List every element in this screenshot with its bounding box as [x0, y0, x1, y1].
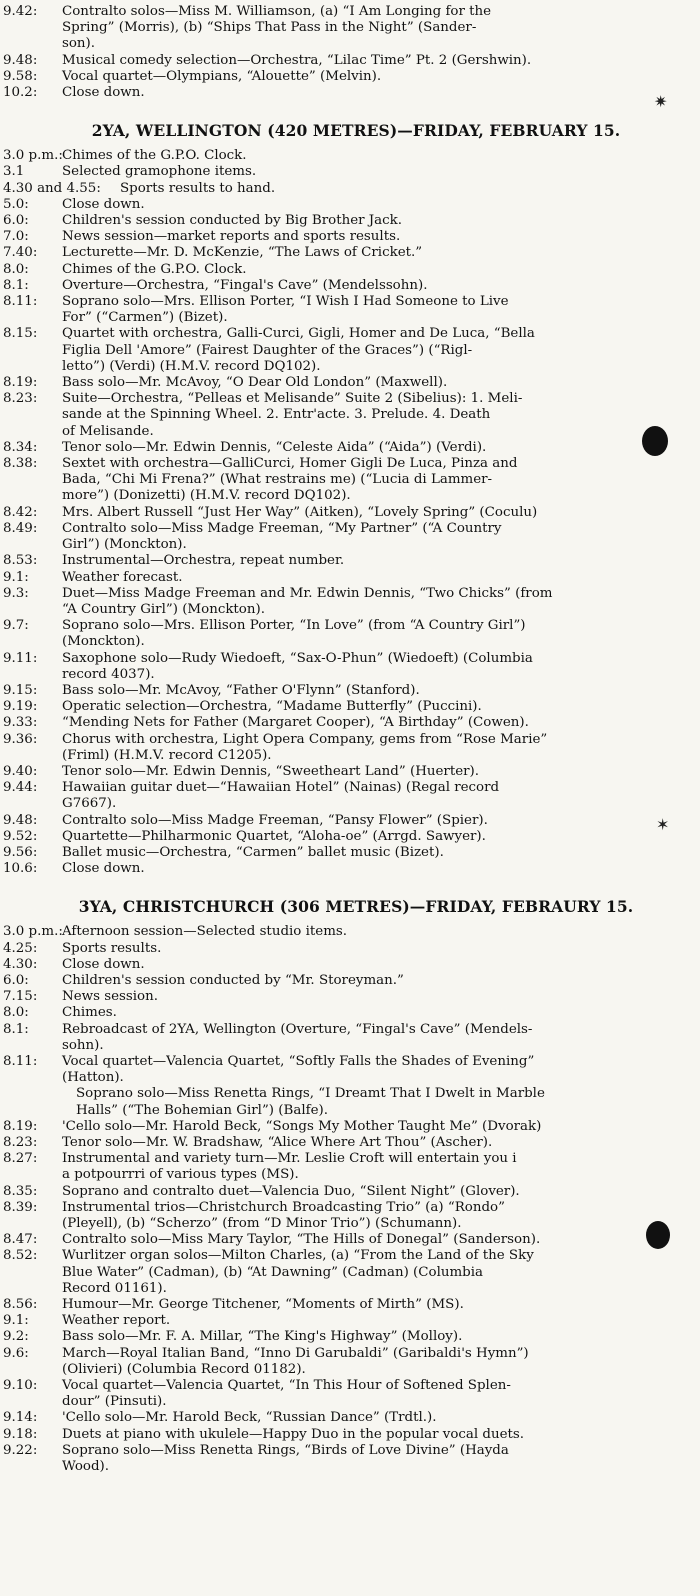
- entry-time: 9.7:: [3, 618, 29, 634]
- entry-time: 8.11:: [3, 294, 38, 310]
- program-list-3ya: [0, 924, 700, 1475]
- entry-text: Close down.: [62, 85, 145, 101]
- program-entry: [0, 85, 700, 101]
- entry-text: Close down.: [62, 861, 145, 877]
- program-entry: [0, 456, 700, 505]
- entry-time: 8.42:: [3, 504, 38, 520]
- entry-text: Children's session conducted by “Mr. Storeyman.”: [62, 972, 404, 988]
- program-entry: [0, 1346, 700, 1378]
- entry-text-continued: son).: [62, 36, 96, 52]
- entry-time: 9.15:: [3, 682, 38, 698]
- entry-text-continued: G7667).: [62, 796, 117, 812]
- program-entry: [0, 715, 700, 731]
- entry-time: 8.47:: [3, 1232, 38, 1248]
- program-entry: [0, 764, 700, 780]
- entry-text: Rebroadcast of 2YA, Wellington (Overture, “Fingal's Cave” (Mendels-: [62, 1021, 533, 1037]
- program-entry: [0, 1378, 700, 1410]
- section-heading-3ya: 3YA, CHRISTCHURCH (306 METRES)—FRIDAY, FEBRAURY 15.: [78, 897, 634, 917]
- section-2ya-wellington: [0, 122, 700, 877]
- entry-text: Contralto solo—Miss Madge Freeman, “My Partner” (“A Country: [62, 520, 502, 536]
- entry-time: 4.30:: [3, 956, 38, 972]
- entry-time: 3.0 p.m.:: [3, 148, 63, 164]
- entry-text-continued: “A Country Girl”) (Monckton).: [62, 601, 265, 617]
- entry-text: Soprano solo—Mrs. Ellison Porter, “I Wish I Had Someone to Live: [62, 294, 509, 310]
- entry-text: Vocal quartet—Valencia Quartet, “Softly Falls the Shades of Evening”: [62, 1053, 535, 1069]
- program-entry: [0, 197, 700, 213]
- entry-text-continued: Record 01161).: [62, 1280, 167, 1296]
- entry-text: Afternoon session—Selected studio items.: [62, 924, 348, 940]
- program-entry: [0, 53, 700, 69]
- program-entry: [0, 1443, 700, 1475]
- program-list-2ya: [0, 148, 700, 877]
- program-entry: [0, 618, 700, 650]
- entry-time: 6.0:: [3, 213, 29, 229]
- entry-text: Operatic selection—Orchestra, “Madame Butterfly” (Puccini).: [62, 699, 482, 715]
- program-entry: [0, 957, 700, 973]
- entry-text-continued: of Melisande.: [62, 423, 154, 439]
- entry-time: 8.0:: [3, 261, 29, 277]
- entry-text: Saxophone solo—Rudy Wiedoeft, “Sax-O-Phun” (Wiedoeft) (Columbia: [62, 650, 533, 666]
- entry-text: Mrs. Albert Russell “Just Her Way” (Aitken), “Lovely Spring” (Coculu): [62, 504, 538, 520]
- entry-text: Vocal quartet—Valencia Quartet, “In This Hour of Softened Splen-: [62, 1378, 511, 1394]
- entry-text: Bass solo—Mr. McAvoy, “Father O'Flynn” (Stanford).: [62, 682, 420, 698]
- entry-time: 8.39:: [3, 1199, 38, 1215]
- entry-text-continued: Halls” (“The Bohemian Girl”) (Balfe).: [76, 1102, 328, 1118]
- program-entry: [0, 245, 700, 261]
- entry-text: Instrumental trios—Christchurch Broadcasting Trio” (a) “Rondo”: [62, 1199, 505, 1215]
- entry-text: Quartet with orchestra, Galli-Curci, Gigli, Homer and De Luca, “Bella: [62, 326, 535, 342]
- entry-text-continued: Wood).: [62, 1459, 110, 1475]
- program-entry: [0, 1184, 700, 1200]
- program-entry: [0, 1248, 700, 1297]
- section-3ya-christchurch: [0, 898, 700, 1475]
- entry-time: 7.0:: [3, 229, 29, 245]
- program-entry: [0, 148, 700, 164]
- entry-text: Chimes of the G.P.O. Clock.: [62, 261, 247, 277]
- entry-text: Wurlitzer organ solos—Milton Charles, (a) “From the Land of the Sky: [62, 1248, 534, 1264]
- entry-text-continued: record 4037).: [62, 666, 155, 682]
- program-entry: [0, 1086, 700, 1118]
- entry-text: Quartette—Philharmonic Quartet, “Aloha-oe” (Arrgd. Sawyer).: [62, 828, 486, 844]
- entry-text-continued: Spring” (Morris), (b) “Ships That Pass in the Night” (Sander-: [62, 20, 477, 36]
- program-entry: [0, 586, 700, 618]
- program-entry: [0, 229, 700, 245]
- entry-time: 9.33:: [3, 715, 38, 731]
- entry-time: 9.14:: [3, 1410, 38, 1426]
- entry-time: 6.0:: [3, 972, 29, 988]
- entry-text: Chimes of the G.P.O. Clock.: [62, 148, 247, 164]
- program-entry: [0, 505, 700, 521]
- entry-time: 9.58:: [3, 68, 38, 84]
- program-entry: [0, 683, 700, 699]
- entry-time: 8.19:: [3, 1118, 38, 1134]
- entry-text: Close down.: [62, 196, 145, 212]
- entry-text: Selected gramophone items.: [62, 164, 257, 180]
- entry-text-continued: (Friml) (H.M.V. record C1205).: [62, 747, 272, 763]
- entry-time: 8.27:: [3, 1151, 38, 1167]
- entry-time: 9.48:: [3, 812, 38, 828]
- entry-time: 8.23:: [3, 391, 38, 407]
- entry-text: Overture—Orchestra, “Fingal's Cave” (Mendelssohn).: [62, 277, 428, 293]
- entry-text: Soprano solo—Miss Renetta Rings, “I Dreamt That I Dwelt in Marble: [76, 1086, 545, 1102]
- entry-text: Close down.: [62, 956, 145, 972]
- entry-text: Sextet with orchestra—GalliCurci, Homer Gigli De Luca, Pinza and: [62, 456, 518, 472]
- program-entry: [0, 213, 700, 229]
- program-entry: [0, 69, 700, 85]
- entry-time: 8.23:: [3, 1135, 38, 1150]
- entry-text: Weather forecast.: [62, 569, 183, 585]
- entry-time: 9.56:: [3, 844, 38, 860]
- entry-time: 8.15:: [3, 326, 38, 342]
- program-entry: [0, 989, 700, 1005]
- entry-text: News session—market reports and sports results.: [62, 229, 401, 245]
- entry-time: 9.52:: [3, 828, 38, 844]
- entry-text: Duet—Miss Madge Freeman and Mr. Edwin Dennis, “Two Chicks” (from: [62, 585, 553, 601]
- entry-time: 9.1:: [3, 569, 29, 585]
- ink-blot-icon: [642, 426, 668, 456]
- entry-text: March—Royal Italian Band, “Inno Di Garubaldi” (Garibaldi's Hymn”): [62, 1345, 529, 1361]
- entry-time: 9.10:: [3, 1378, 38, 1394]
- entry-text-continued: Blue Water” (Cadman), (b) “At Dawning” (Cadman) (Columbia: [62, 1264, 484, 1280]
- entry-time: 9.11:: [3, 650, 38, 666]
- program-entry: [0, 1200, 700, 1232]
- entry-time: 4.30 and 4.55:: [3, 180, 101, 196]
- entry-text: Soprano solo—Mrs. Ellison Porter, “In Love” (from “A Country Girl”): [62, 618, 526, 634]
- entry-text-continued: (Olivieri) (Columbia Record 01182).: [62, 1361, 306, 1377]
- entry-time: 9.1:: [3, 1313, 29, 1329]
- program-entry: [0, 845, 700, 861]
- program-entry: [0, 1313, 700, 1329]
- program-entry: [0, 861, 700, 877]
- entry-time: 8.1:: [3, 1021, 29, 1037]
- entry-text-continued: more”) (Donizetti) (H.M.V. record DQ102).: [62, 488, 351, 504]
- program-entry: [0, 262, 700, 278]
- entry-text: Contralto solo—Miss Mary Taylor, “The Hills of Donegal” (Sanderson).: [62, 1232, 541, 1248]
- previous-station-tail: [0, 4, 700, 101]
- program-entry: [0, 1427, 700, 1443]
- program-entry: [0, 570, 700, 586]
- entry-time: 8.0:: [3, 1005, 29, 1021]
- program-entry: [0, 1329, 700, 1345]
- entry-text-continued: letto”) (Verdi) (H.M.V. record DQ102).: [62, 358, 321, 374]
- entry-time: 9.40:: [3, 763, 38, 779]
- entry-time: 7.40:: [3, 245, 38, 261]
- program-entry: [0, 1005, 700, 1021]
- program-entry: [0, 181, 700, 197]
- entry-text: Chimes.: [62, 1005, 117, 1021]
- entry-text: Tenor solo—Mr. W. Bradshaw, “Alice Where Art Thou” (Ascher).: [62, 1135, 493, 1150]
- entry-time: 3.1: [3, 164, 25, 180]
- entry-text: Bass solo—Mr. F. A. Millar, “The King's Highway” (Molloy).: [62, 1329, 463, 1345]
- entry-time: 8.52:: [3, 1248, 38, 1264]
- entry-text-continued: a potpourrri of various types (MS).: [62, 1167, 299, 1183]
- program-entry: [0, 164, 700, 180]
- entry-time: 9.18:: [3, 1426, 38, 1442]
- entry-text: 'Cello solo—Mr. Harold Beck, “Songs My Mother Taught Me” (Dvorak): [62, 1118, 542, 1134]
- entry-text-continued: Figlia Dell 'Amore” (Fairest Daughter of the Graces”) (“Rigl-: [62, 342, 473, 358]
- entry-text: Duets at piano with ukulele—Happy Duo in the popular vocal duets.: [62, 1426, 525, 1442]
- program-entry: [0, 699, 700, 715]
- entry-text: Bass solo—Mr. McAvoy, “O Dear Old London” (Maxwell).: [62, 375, 448, 391]
- program-entry: [0, 651, 700, 683]
- entry-time: 8.1:: [3, 277, 29, 293]
- entry-time: 9.22:: [3, 1442, 38, 1458]
- entry-text-continued: sande at the Spinning Wheel. 2. Entr'acte. 3. Prelude. 4. Death: [62, 407, 491, 423]
- section-heading-2ya: 2YA, WELLINGTON (420 METRES)—FRIDAY, FEBRUARY 15.: [91, 121, 621, 141]
- entry-time: 8.35:: [3, 1183, 38, 1199]
- program-entry: [0, 973, 700, 989]
- entry-text-continued: sohn).: [62, 1037, 104, 1053]
- entry-text-continued: (Pleyell), (b) “Scherzo” (from “D Minor Trio”) (Schumann).: [62, 1216, 462, 1232]
- entry-time: 9.6:: [3, 1345, 29, 1361]
- ink-blot-icon: [646, 1221, 670, 1249]
- program-entry: [0, 1410, 700, 1426]
- program-entry: [0, 732, 700, 764]
- program-entry: [0, 294, 700, 326]
- program-entry: [0, 1022, 700, 1054]
- program-entry: [0, 829, 700, 845]
- program-entry: [0, 553, 700, 569]
- entry-time: 9.42:: [3, 4, 38, 19]
- entry-text: Humour—Mr. George Titchener, “Moments of Mirth” (MS).: [62, 1297, 464, 1313]
- entry-text: Chorus with orchestra, Light Opera Company, gems from “Rose Marie”: [62, 731, 548, 747]
- entry-time: 8.53:: [3, 553, 38, 569]
- program-entry: [0, 440, 700, 456]
- entry-time: 8.19:: [3, 375, 38, 391]
- program-entry: [0, 278, 700, 294]
- entry-time: 9.44:: [3, 780, 38, 796]
- program-entry: [0, 1151, 700, 1183]
- entry-text: Contralto solo—Miss Madge Freeman, “Pansy Flower” (Spier).: [62, 812, 488, 828]
- entry-time: 10.6:: [3, 861, 38, 877]
- entry-text: Instrumental and variety turn—Mr. Leslie Croft will entertain you i: [62, 1151, 517, 1167]
- program-entry: [0, 326, 700, 375]
- entry-text: Instrumental—Orchestra, repeat number.: [62, 553, 345, 569]
- entry-text: “Mending Nets for Father (Margaret Cooper), “A Birthday” (Cowen).: [62, 715, 529, 731]
- entry-time: 9.36:: [3, 731, 38, 747]
- program-entry: [0, 813, 700, 829]
- entry-time: 8.11:: [3, 1053, 38, 1069]
- program-entry: [0, 4, 700, 53]
- entry-text: Tenor solo—Mr. Edwin Dennis, “Celeste Aida” (“Aida”) (Verdi).: [62, 439, 487, 455]
- entry-text: Vocal quartet—Olympians, “Alouette” (Melvin).: [62, 68, 382, 84]
- entry-text: Soprano solo—Miss Renetta Rings, “Birds of Love Divine” (Hayda: [62, 1442, 509, 1458]
- entry-time: 9.3:: [3, 585, 29, 601]
- entry-time: 9.19:: [3, 699, 38, 715]
- entry-time: 10.2:: [3, 85, 38, 101]
- entry-text: 'Cello solo—Mr. Harold Beck, “Russian Dance” (Trdtl.).: [62, 1410, 437, 1426]
- entry-text-continued: (Hatton).: [62, 1070, 124, 1086]
- scan-mark-icon: ✷: [654, 92, 668, 111]
- entry-time: 3.0 p.m.:: [3, 924, 63, 940]
- entry-time: 8.56:: [3, 1297, 38, 1313]
- program-entry: [0, 1054, 700, 1086]
- program-entry: [0, 941, 700, 957]
- entry-text-continued: Girl”) (Monckton).: [62, 537, 187, 553]
- scan-mark-icon: ✶: [656, 815, 670, 834]
- program-entry: [0, 924, 700, 940]
- program-entry: [0, 1119, 700, 1135]
- entry-text: Children's session conducted by Big Brother Jack.: [62, 213, 403, 229]
- program-entry: [0, 391, 700, 440]
- entry-time: 8.49:: [3, 520, 38, 536]
- entry-time: 9.2:: [3, 1329, 29, 1345]
- entry-text: Hawaiian guitar duet—“Hawaiian Hotel” (Nainas) (Regal record: [62, 780, 500, 796]
- entry-text-continued: For” (“Carmen”) (Bizet).: [62, 310, 228, 326]
- program-entry: [0, 521, 700, 553]
- program-entry: [0, 1297, 700, 1313]
- entry-text: Suite—Orchestra, “Pelleas et Melisande” Suite 2 (Sibelius): 1. Meli-: [62, 391, 523, 407]
- program-entry: [0, 375, 700, 391]
- entry-time: 7.15:: [3, 989, 38, 1005]
- entry-time: 4.25:: [3, 940, 38, 956]
- entry-text: Sports results.: [62, 940, 162, 956]
- entry-text: Ballet music—Orchestra, “Carmen” ballet music (Bizet).: [62, 844, 444, 860]
- entry-time: 8.34:: [3, 439, 38, 455]
- program-entry: [0, 780, 700, 812]
- entry-text: Lecturette—Mr. D. McKenzie, “The Laws of Cricket.”: [62, 245, 423, 261]
- entry-time: 9.48:: [3, 52, 38, 68]
- entry-time: 8.38:: [3, 456, 38, 472]
- entry-text: Contralto solos—Miss M. Williamson, (a) “I Am Longing for the: [62, 4, 492, 19]
- program-entry: [0, 1135, 700, 1151]
- entry-text-continued: dour” (Pinsuti).: [62, 1394, 167, 1410]
- entry-text: Weather report.: [62, 1313, 171, 1329]
- entry-text: News session.: [62, 989, 158, 1005]
- program-entry: [0, 1232, 700, 1248]
- entry-text-continued: Bada, “Chi Mi Frena?” (What restrains me) (“Lucia di Lammer-: [62, 472, 493, 488]
- entry-text: Musical comedy selection—Orchestra, “Lilac Time” Pt. 2 (Gershwin).: [62, 52, 532, 68]
- entry-text-continued: (Monckton).: [62, 634, 145, 650]
- entry-text: Sports results to hand.: [120, 180, 276, 196]
- entry-text: Soprano and contralto duet—Valencia Duo, “Silent Night” (Glover).: [62, 1183, 520, 1199]
- entry-time: 5.0:: [3, 196, 29, 212]
- entry-text: Tenor solo—Mr. Edwin Dennis, “Sweetheart Land” (Huerter).: [62, 763, 480, 779]
